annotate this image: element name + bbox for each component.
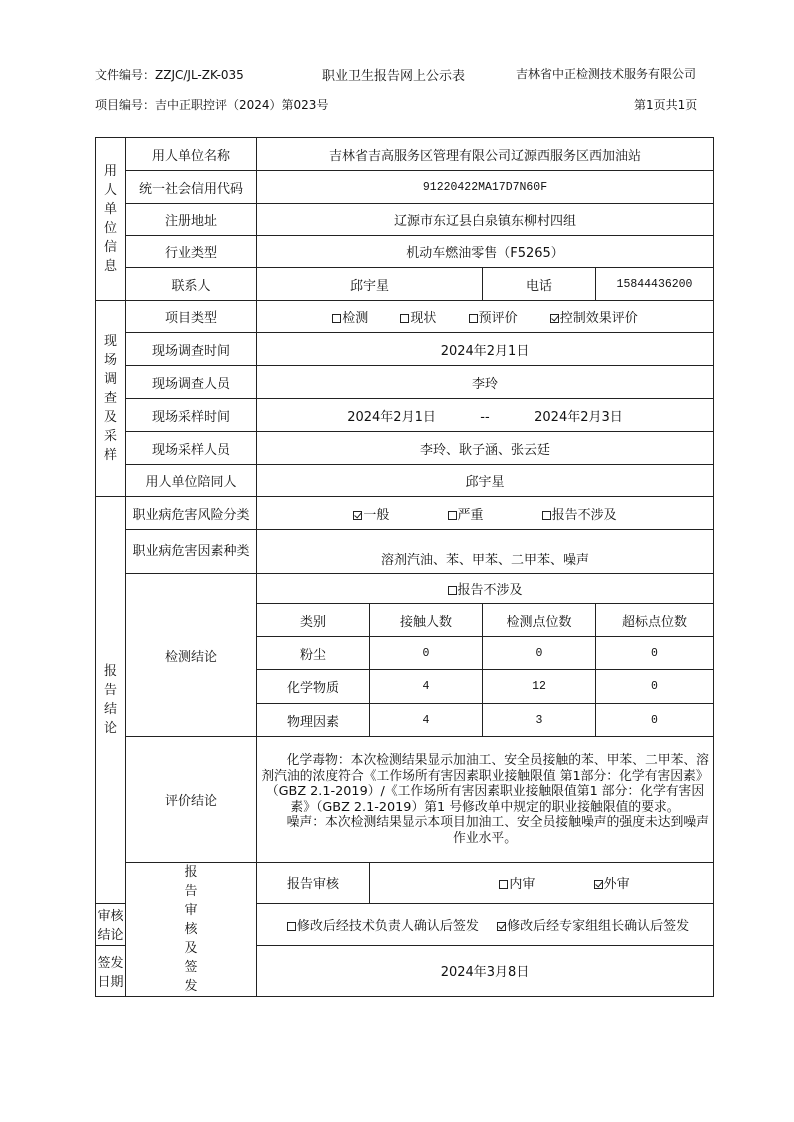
disclosure-table (95, 137, 714, 997)
sampling-separator: -- (480, 409, 490, 425)
contact: 邱宇星 (257, 268, 483, 301)
column-header: 检测点位数 (483, 604, 596, 637)
audit-options (370, 863, 714, 904)
page-info: 第1页共1页 (634, 98, 698, 112)
risk-options (257, 497, 714, 530)
checkbox-icon[interactable] (542, 511, 551, 520)
factors: 溶剂汽油、苯、甲苯、二甲苯、噪声 (257, 530, 714, 574)
column-header: 类别 (257, 604, 370, 637)
project-type-options (257, 301, 714, 333)
eval-conclusion (257, 737, 714, 863)
address: 辽源市东辽县白泉镇东柳村四组 (257, 204, 714, 236)
option-tech-lead-confirm[interactable]: 修改后经技术负责人确认后签发 (287, 915, 479, 934)
industry-label: 行业类型 (126, 236, 257, 268)
company-name: 吉林省中正检测技术服务有限公司 (516, 67, 697, 81)
sampling-time-label: 现场采样时间 (126, 399, 257, 432)
file-number: 文件编号：ZZJC/JL-ZK-035 (95, 68, 244, 82)
project-type-label: 项目类型 (126, 301, 257, 333)
detect-not-involved[interactable]: 报告不涉及 (257, 574, 714, 604)
phone-label: 电话 (483, 268, 596, 301)
option-external-audit[interactable]: 外审 (594, 873, 630, 892)
table-cell: 物理因素 (257, 704, 370, 737)
section-employer-info: 用 人 单 位 信 息 (96, 138, 126, 301)
eval-paragraph-noise: 噪声：本次检测结果显示本项目加油工、安全员接触噪声的强度未达到噪声作业水平。 (286, 815, 709, 846)
sampling-time (257, 399, 714, 432)
column-header: 超标点位数 (596, 604, 714, 637)
document-title: 职业卫生报告网上公示表 (322, 69, 466, 84)
table-cell: 0 (596, 637, 714, 670)
option-internal-audit[interactable]: 内审 (499, 873, 535, 892)
eval-paragraph-chemical: 化学毒物：本次检测结果显示加油工、安全员接触的苯、甲苯、二甲苯、溶剂汽油的浓度符合《工作场所有害因素职业接触限值 第1部分：化学有害因素》（GBZ 2.1-2019）/《工作场所有害因素职业接触限值第1 部分：化学有害因素》（GBZ 2.1-2019）第1 号修改单中规定的职业接触限值的要求。 (261, 753, 709, 815)
risk-label: 职业病危害风险分类 (126, 497, 257, 530)
sampling-end: 2024年2月3日 (534, 409, 623, 425)
escort: 邱宇星 (257, 465, 714, 497)
option-risk-severe[interactable]: 严重 (448, 504, 484, 523)
table-cell: 0 (370, 637, 483, 670)
table-cell: 4 (370, 704, 483, 737)
checkbox-icon[interactable] (594, 880, 603, 889)
sampler-label: 现场采样人员 (126, 432, 257, 465)
table-cell: 粉尘 (257, 637, 370, 670)
table-cell: 3 (483, 704, 596, 737)
escort-label: 用人单位陪同人 (126, 465, 257, 497)
project-number: 项目编号：吉中正职控评（2024）第023号 (95, 98, 329, 112)
samplers: 李玲、耿子涵、张云廷 (257, 432, 714, 465)
table-cell: 12 (483, 670, 596, 704)
issue-date-label: 签发日期 (96, 945, 126, 996)
option-risk-not-involved[interactable]: 报告不涉及 (542, 504, 617, 523)
column-header: 接触人数 (370, 604, 483, 637)
credit-code-label: 统一社会信用代码 (126, 171, 257, 204)
checkbox-icon[interactable] (353, 511, 362, 520)
option-expert-lead-confirm[interactable]: 修改后经专家组组长确认后签发 (497, 915, 689, 934)
address-label: 注册地址 (126, 204, 257, 236)
issue-date: 2024年3月8日 (257, 945, 714, 996)
survey-time-label: 现场调查时间 (126, 333, 257, 366)
checkbox-icon[interactable] (448, 586, 457, 595)
eval-label: 评价结论 (126, 737, 257, 863)
checkbox-icon[interactable] (497, 922, 506, 931)
option-detection[interactable]: 检测 (332, 307, 368, 326)
checkbox-icon[interactable] (469, 314, 478, 323)
employer-name-label: 用人单位名称 (126, 138, 257, 171)
detect-label: 检测结论 (126, 574, 257, 737)
contact-label: 联系人 (126, 268, 257, 301)
audit-label: 报告审核 (257, 863, 370, 904)
checkbox-icon[interactable] (499, 880, 508, 889)
audit-result-label: 审核结论 (96, 903, 126, 945)
table-cell: 0 (596, 704, 714, 737)
option-pre-evaluation[interactable]: 预评价 (469, 307, 518, 326)
factor-label: 职业病危害因素种类 (126, 530, 257, 574)
section-conclusion: 报 告 结 论 (96, 497, 126, 904)
table-cell: 0 (483, 637, 596, 670)
employer-name: 吉林省吉高服务区管理有限公司辽源西服务区西加油站 (257, 138, 714, 171)
checkbox-icon[interactable] (400, 314, 409, 323)
option-control-evaluation[interactable]: 控制效果评价 (550, 307, 638, 326)
survey-time: 2024年2月1日 (257, 333, 714, 366)
audit-results (257, 903, 714, 945)
table-cell: 4 (370, 670, 483, 704)
checkbox-icon[interactable] (448, 511, 457, 520)
surveyor: 李玲 (257, 366, 714, 399)
option-status[interactable]: 现状 (400, 307, 436, 326)
checkbox-icon[interactable] (332, 314, 341, 323)
sampling-start: 2024年2月1日 (347, 409, 436, 425)
checkbox-icon[interactable] (287, 922, 296, 931)
option-risk-general[interactable]: 一般 (353, 504, 389, 523)
checkbox-icon[interactable] (550, 314, 559, 323)
table-cell: 化学物质 (257, 670, 370, 704)
industry: 机动车燃油零售（F5265） (257, 236, 714, 268)
table-cell: 0 (596, 670, 714, 704)
section-review: 报 告 审 核 及 签 发 (126, 863, 257, 997)
surveyor-label: 现场调查人员 (126, 366, 257, 399)
credit-code: 91220422MA17D7N60F (257, 171, 714, 204)
phone: 15844436200 (596, 268, 714, 301)
section-survey: 现 场 调 查 及 采 样 (96, 301, 126, 497)
